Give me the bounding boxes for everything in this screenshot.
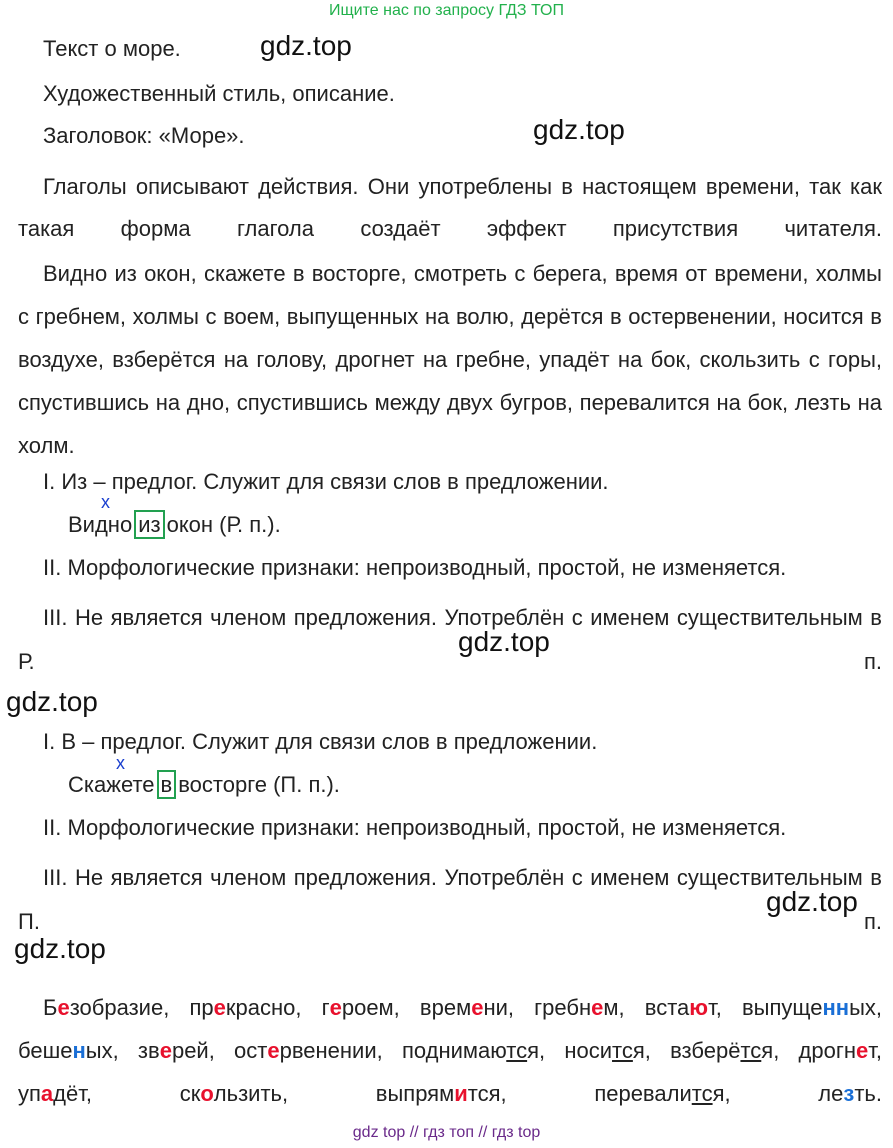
spelling-word: [402, 1038, 545, 1063]
watermark-3: gdz.top: [458, 626, 550, 657]
block1-line-iii: III. Не является членом предложения. Употреблён с именем существительным в Р. п.: [18, 605, 882, 674]
spelling-highlight: тс: [612, 1038, 633, 1063]
block2-x-mark: x: [116, 753, 125, 773]
spelling-text: беше: [18, 1038, 73, 1063]
spelling-text: врем: [419, 995, 472, 1020]
spelling-text: ых,: [85, 1038, 119, 1063]
spelling-highlight: е: [159, 1038, 172, 1063]
spelling-word: [234, 1038, 383, 1063]
spelling-highlight: е: [57, 995, 70, 1020]
block2-example-before: Скажете: [68, 772, 155, 797]
spelling-text: г: [321, 995, 330, 1020]
spelling-highlight: тс: [506, 1038, 528, 1063]
spelling-highlight: тс: [691, 1081, 713, 1106]
spelling-text: рвенении,: [279, 1038, 383, 1063]
spelling-highlight: з: [843, 1081, 855, 1106]
spelling-text: поднимаю: [401, 1038, 507, 1063]
spelling-text: ск: [179, 1081, 201, 1106]
spelling-highlight: о: [200, 1081, 214, 1106]
spelling-word: [420, 995, 514, 1020]
spelling-word: [138, 1038, 215, 1063]
spelling-highlight: е: [856, 1038, 869, 1063]
spelling-text: я,: [761, 1038, 780, 1063]
block1-line-ii: II. Морфологические признаки: непроизводный, простой, не изменяется.: [43, 555, 787, 580]
spelling-word: [18, 1081, 92, 1106]
text-line-1: Текст о море.: [43, 36, 181, 61]
spelling-text: уп: [18, 1081, 41, 1106]
watermark-5: gdz.top: [766, 886, 858, 917]
spelling-word: [534, 995, 625, 1020]
spelling-text: т,: [868, 1038, 883, 1063]
text-line-2: Художественный стиль, описание.: [43, 81, 395, 106]
spelling-word: [564, 1038, 651, 1063]
spelling-text: я,: [527, 1038, 546, 1063]
watermark-6: gdz.top: [14, 933, 106, 964]
spelling-text: ост: [234, 1038, 268, 1063]
spelling-highlight: е: [591, 995, 604, 1020]
spelling-text: пр: [189, 995, 214, 1020]
spelling-highlight: нн: [822, 995, 850, 1020]
paragraph-phrases: Видно из окон, скажете в восторге, смотреть с берега, время от времени, холмы с гребнем, холмы с воем, выпущенных на волю, дерётся в остервенении, носится в воздухе, взберётся на голову, дрогнет на гребне, упадёт на бок, скользить с горы, спустившись на дно, спустившись между двух бугров, перевалится на бок, лезть на холм.: [18, 261, 882, 458]
spelling-text: Б: [43, 995, 58, 1020]
spelling-text: красно,: [225, 995, 302, 1020]
spelling-text: носи: [564, 1038, 613, 1063]
spelling-text: выпрям: [375, 1081, 455, 1106]
spelling-highlight: ю: [689, 995, 709, 1020]
spelling-text: дрогн: [798, 1038, 857, 1063]
spelling-text: ле: [818, 1081, 844, 1106]
spelling-highlight: е: [471, 995, 484, 1020]
spelling-word: [180, 1081, 288, 1106]
spelling-text: т,: [708, 995, 722, 1020]
block2-example: [68, 770, 340, 800]
spelling-text: роем,: [341, 995, 400, 1020]
spelling-highlight: е: [329, 995, 342, 1020]
spelling-word: [322, 995, 400, 1020]
spelling-word: [594, 1081, 730, 1106]
block1-line-i: I. Из – предлог. Служит для связи слов в предложении.: [43, 469, 609, 494]
spelling-text: зобразие,: [69, 995, 170, 1020]
spelling-word: [376, 1081, 507, 1106]
spelling-word: [43, 995, 169, 1020]
block1-x-mark: x: [101, 492, 110, 512]
spelling-word: [670, 1038, 779, 1063]
spelling-word: [18, 1038, 119, 1063]
spelling-text: ть.: [854, 1081, 882, 1106]
text-line-3: Заголовок: «Море».: [43, 123, 245, 148]
spelling-word: [742, 995, 882, 1020]
spelling-word: [645, 995, 722, 1020]
block1-example-before: Видно: [68, 512, 133, 537]
paragraph-verbs: Глаголы описывают действия. Они употреблены в настоящем времени, так как такая форма глагола создаёт эффект присутствия читателя.: [18, 174, 882, 241]
spelling-highlight: е: [213, 995, 226, 1020]
spelling-text: тся,: [467, 1081, 507, 1106]
spelling-text: вста: [644, 995, 690, 1020]
block1-example-after: окон (Р. п.).: [166, 512, 281, 537]
spelling-text: я,: [632, 1038, 651, 1063]
watermark-1: gdz.top: [260, 30, 352, 61]
block1-example-preposition: из: [134, 510, 164, 539]
spelling-word: [818, 1081, 882, 1106]
spelling-text: зв: [137, 1038, 160, 1063]
spelling-highlight: а: [40, 1081, 54, 1106]
block2-example-after: восторге (П. п.).: [178, 772, 340, 797]
watermark-4: gdz.top: [6, 686, 98, 717]
block1-example: [68, 510, 281, 540]
spelling-highlight: н: [72, 1038, 86, 1063]
block2-example-preposition: в: [157, 770, 177, 799]
spelling-text: выпуще: [741, 995, 823, 1020]
footer: gdz top // гдз топ // гдз top: [352, 1124, 541, 1141]
block2-line-i: I. В – предлог. Служит для связи слов в предложении.: [43, 729, 598, 754]
spelling-text: взберё: [670, 1038, 741, 1063]
watermark-2: gdz.top: [533, 114, 625, 145]
spelling-word: [799, 1038, 882, 1063]
top-banner: Ищите нас по запросу ГДЗ ТОП: [329, 2, 564, 19]
spelling-highlight: тс: [740, 1038, 762, 1063]
spelling-paragraph: [18, 986, 882, 1115]
spelling-word: [189, 995, 301, 1020]
spelling-text: перевали: [594, 1081, 692, 1106]
spelling-highlight: е: [267, 1038, 280, 1063]
spelling-text: гребн: [534, 995, 592, 1020]
spelling-text: рей,: [171, 1038, 215, 1063]
block2-line-ii: II. Морфологические признаки: непроизводный, простой, не изменяется.: [43, 815, 787, 840]
spelling-text: м,: [603, 995, 625, 1020]
spelling-text: я,: [712, 1081, 731, 1106]
spelling-text: дёт,: [53, 1081, 92, 1106]
spelling-text: ни,: [483, 995, 515, 1020]
spelling-text: льзить,: [213, 1081, 289, 1106]
spelling-text: ых,: [849, 995, 882, 1020]
block2-line-iii: III. Не является членом предложения. Употреблён с именем существительным в П. п.: [18, 865, 882, 934]
spelling-highlight: и: [454, 1081, 468, 1106]
